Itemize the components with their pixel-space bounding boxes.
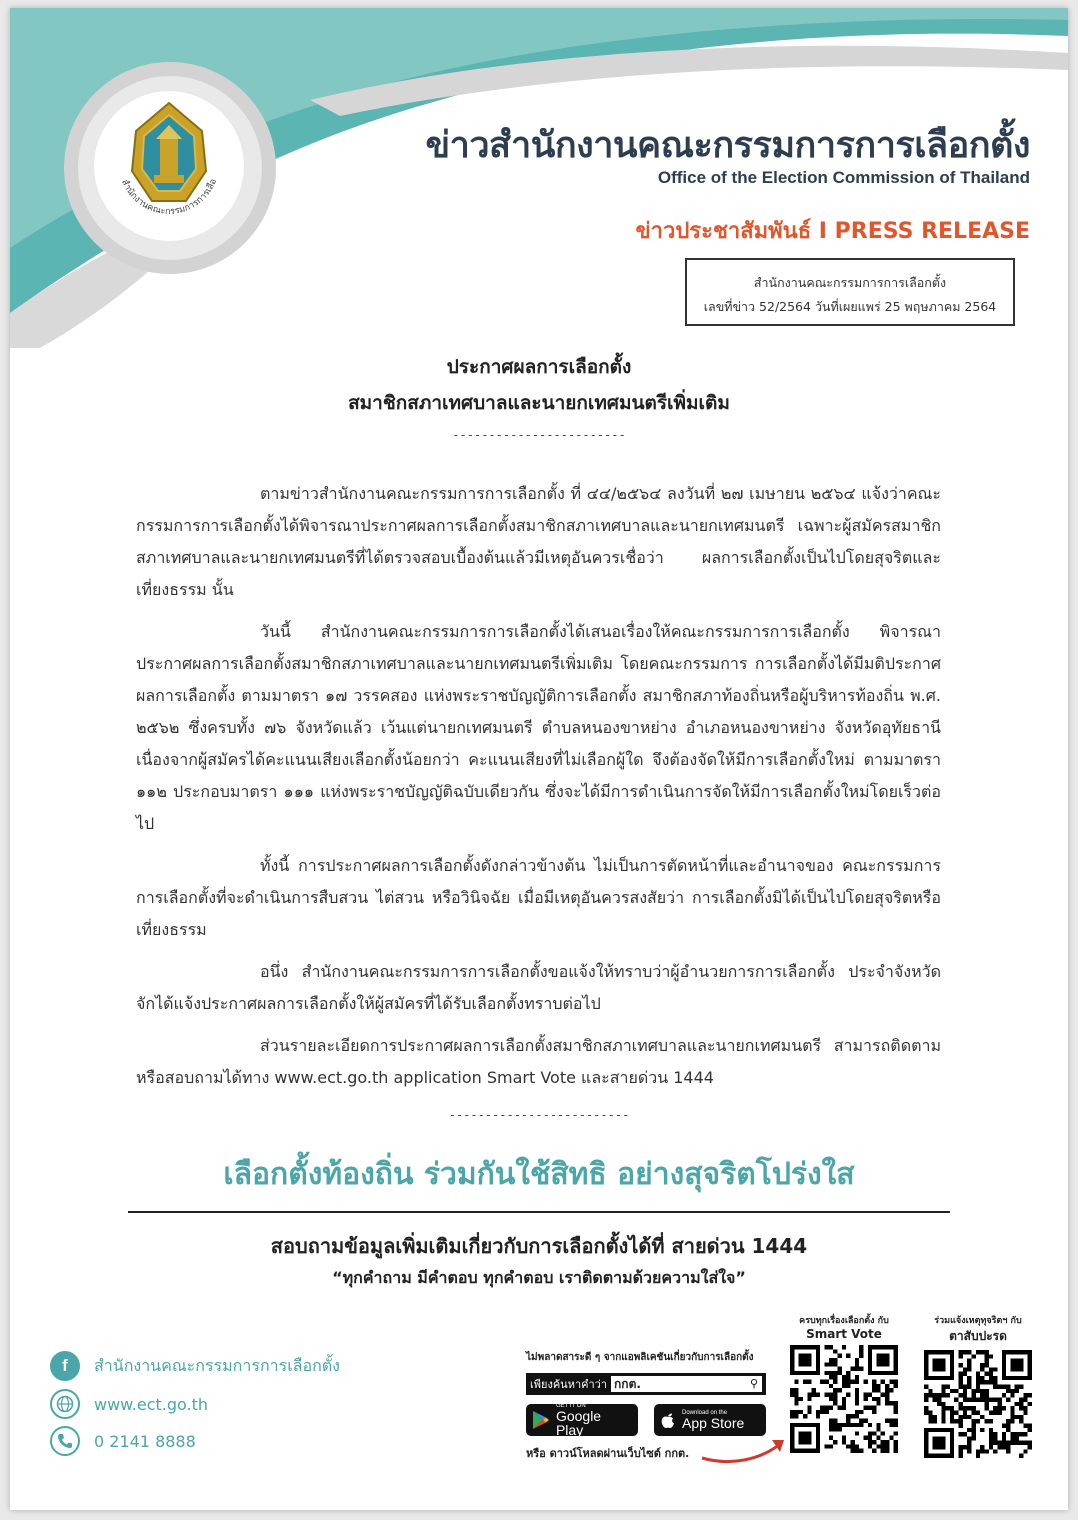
svg-text:สำนักงานคณะกรรมการการเลือกตั้ง: สำนักงานคณะกรรมการการเลือ	[119, 177, 220, 217]
app-store-small-text: Download on the	[682, 1410, 728, 1416]
google-play-icon	[532, 1410, 550, 1430]
contact-website[interactable]	[50, 1388, 208, 1420]
qr-ta-sapparod[interactable]	[918, 1313, 1038, 1458]
headline-line-1: ประกาศผลการเลือกตั้ง	[446, 356, 632, 378]
contact-facebook[interactable]	[50, 1350, 340, 1382]
body-paragraph-1: ตามข่าวสำนักงานคณะกรรมการการเลือกตั้ง ที่ ๔๔/๒๕๖๔ ลงวันที่ ๒๗ เมษายน ๒๕๖๔ แจ้งว่าคณะกรรมการการเลือกตั้งได้พิจารณาประกาศผลการเลือกตั้งสมาชิกสภาเทศบาลและนายกเทศมนตรี เฉพาะผู้สมัครสมาชิกสภาเทศบาลและนายกเทศมนตรีที่ได้ตรวจสอบเบื้องต้นแล้วมีเหตุอันควรเชื่อว่า ผลการเลือกตั้งเป็นไปโดยสุจริตและเที่ยงธรรม นั้น	[136, 484, 941, 599]
body-paragraph-2: วันนี้ สำนักงานคณะกรรมการการเลือกตั้งได้เสนอเรื่องให้คณะกรรมการการเลือกตั้ง พิจารณาประกาศผลการเลือกตั้งสมาชิกสภาเทศบาลและนายกเทศมนตรีเพิ่มเติม โดยคณะกรรมการ การเลือกตั้งได้มีมติประกาศผลการเลือกตั้ง ตามมาตรา ๑๗ วรรคสอง แห่งพระราชบัญญัติการเลือกตั้ง สมาชิกสภาท้องถิ่นหรือผู้บริหารท้องถิ่น พ.ศ. ๒๕๖๒ ซึ่งครบทั้ง ๗๖ จังหวัดแล้ว เว้นแต่นายกเทศมนตรี ตำบลหนองขาหย่าง อำเภอหนองขาหย่าง จังหวัดอุทัยธานี เนื่องจากผู้สมัครได้คะแนนเสียงเลือกตั้งน้อยกว่า คะแนนเสียงที่ไม่เลือกผู้ใด จึงต้องจัดให้มีการเลือกตั้งใหม่ ตามมาตรา ๑๑๒ ประกอบมาตรา ๑๑๑ แห่งพระราชบัญญัติฉบับเดียวกัน ซึ่งจะได้มีการดำเนินการจัดให้มีการเลือกตั้งใหม่โดยเร็วต่อไป	[136, 622, 941, 833]
body-end-divider: -------------------------	[448, 1108, 630, 1122]
ect-seal-logo	[94, 91, 244, 241]
hotline-text: สอบถามข้อมูลเพิ่มเติมเกี่ยวกับการเลือกตั้งได้ที่ สายด่วน 1444	[270, 1234, 808, 1258]
apple-icon	[660, 1410, 676, 1430]
qr-code-icon	[924, 1350, 1032, 1458]
header-title-english: Office of the Election Commission of Thailand	[657, 168, 1030, 187]
campaign-slogan: เลือกตั้งท้องถิ่น ร่วมกันใช้สิทธิ อย่างสุจริตโปร่งใส	[223, 1157, 855, 1192]
download-website-text: หรือ ดาวน์โหลดผ่านเว็บไซต์ กกต.	[526, 1447, 690, 1460]
qr-smart-vote[interactable]	[784, 1313, 904, 1453]
qr-ta-sapparod-caption: ร่วมแจ้งเหตุทุจริตฯ กับ	[934, 1316, 1022, 1326]
body-paragraph-5: ส่วนรายละเอียดการประกาศผลการเลือกตั้งสมาชิกสภาเทศบาลและนายกเทศมนตรี สามารถติดตามหรือสอบถามได้ทาง www.ect.go.th application Smart Vote และสายด่วน 1444	[136, 1036, 941, 1087]
contact-phone-text: 0 2141 8888	[94, 1431, 196, 1451]
google-play-button[interactable]	[526, 1404, 638, 1436]
contact-facebook-text: สำนักงานคณะกรรมการการเลือกตั้ง	[94, 1355, 340, 1375]
reference-number-date: เลขที่ข่าว 52/2564 วันที่เผยแพร่ 25 พฤษภาคม 2564	[703, 299, 997, 314]
qr-code-icon	[790, 1345, 898, 1453]
news-reference-box	[685, 258, 1015, 326]
hotline-quote: “ทุกคำถาม มีคำตอบ ทุกคำตอบ เราติดตามด้วยความใส่ใจ”	[332, 1268, 746, 1287]
header-title-thai: ข่าวสำนักงานคณะกรรมการการเลือกตั้ง	[425, 125, 1030, 166]
qr-smart-vote-name: Smart Vote	[806, 1327, 882, 1341]
press-release-body	[136, 478, 941, 1104]
contact-phone[interactable]	[50, 1425, 196, 1457]
headline-line-2: สมาชิกสภาเทศบาลและนายกเทศมนตรีเพิ่มเติม	[348, 392, 730, 414]
ect-seal-icon	[94, 91, 244, 241]
google-play-text: Google Play	[555, 1408, 602, 1438]
press-release-label: ข่าวประชาสัมพันธ์ I PRESS RELEASE	[635, 219, 1030, 244]
body-paragraph-4: อนึ่ง สำนักงานคณะกรรมการการเลือกตั้งขอแจ้งให้ทราบว่าผู้อำนวยการการเลือกตั้ง ประจำจังหวัดจักได้แจ้งประกาศผลการเลือกตั้งให้ผู้สมัครที่ได้รับเลือกตั้งทราบต่อไป	[136, 962, 941, 1013]
footer-divider	[128, 1211, 950, 1213]
qr-ta-sapparod-name: ตาสับปะรด	[949, 1329, 1007, 1343]
headline-divider: ------------------------	[452, 428, 626, 442]
phone-icon	[50, 1426, 80, 1456]
facebook-icon: f	[50, 1351, 80, 1381]
app-promo-text: ไม่พลาดสาระดี ๆ จากแอพลิเคชันเกี่ยวกับการเลือกตั้ง	[526, 1352, 754, 1363]
qr-smart-vote-caption: ครบทุกเรื่องเลือกตั้ง กับ	[799, 1316, 889, 1326]
body-paragraph-3: ทั้งนี้ การประกาศผลการเลือกตั้งดังกล่าวข้างต้น ไม่เป็นการตัดหน้าที่และอำนาจของ คณะกรรมการการเลือกตั้งที่จะดำเนินการสืบสวน ไต่สวน หรือวินิจฉัย เมื่อมีเหตุอันควรสงสัยว่า การเลือกตั้งมิได้เป็นไปโดยสุจริตหรือเที่ยงธรรม	[136, 856, 941, 939]
contact-website-text: www.ect.go.th	[94, 1394, 209, 1414]
app-search-keyword: กกต.	[611, 1376, 746, 1392]
app-search-label: เพียงค้นหาคำว่า	[530, 1378, 608, 1391]
press-release-page	[10, 8, 1068, 1510]
reference-office: สำนักงานคณะกรรมการการเลือกตั้ง	[753, 275, 947, 290]
app-store-text: App Store	[682, 1415, 745, 1431]
arrow-icon	[700, 1428, 790, 1468]
app-search-bar	[526, 1373, 766, 1395]
google-play-small-text: GET IT ON	[555, 1403, 586, 1409]
search-icon: ⚲	[746, 1376, 762, 1392]
globe-icon	[50, 1389, 80, 1419]
